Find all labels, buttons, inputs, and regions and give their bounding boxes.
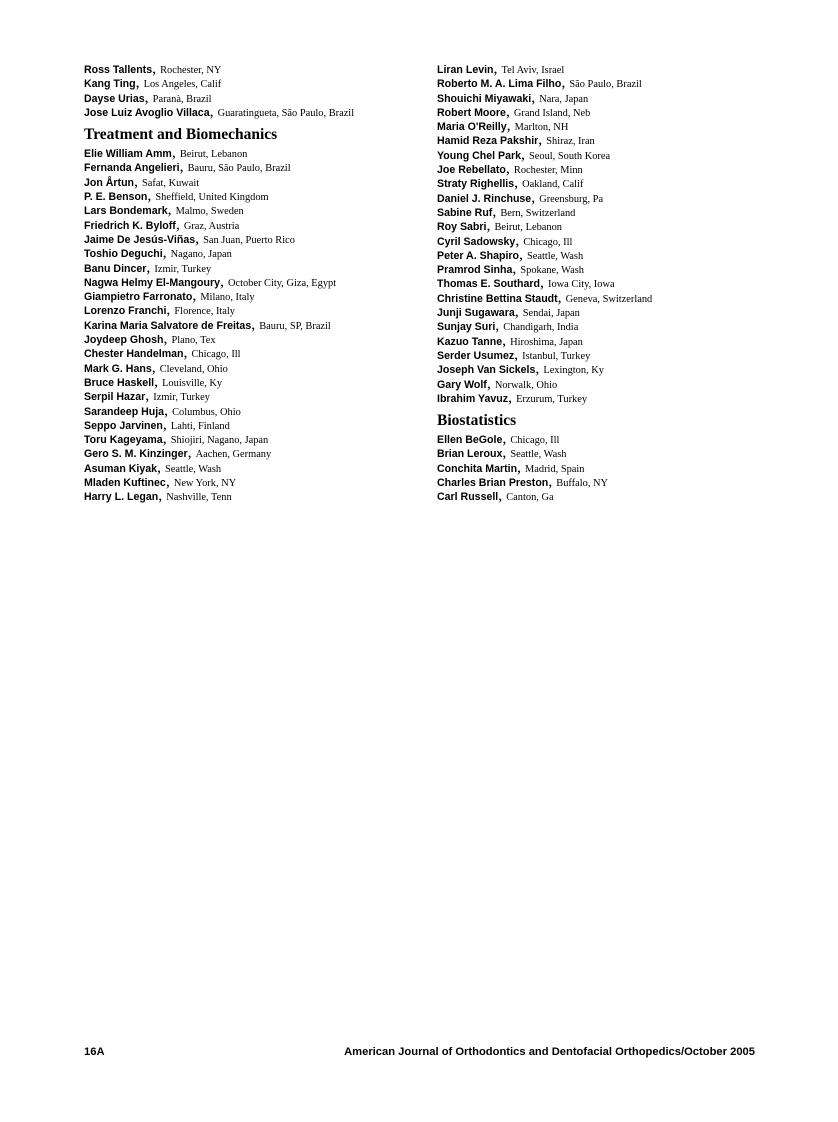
reviewer-location: Seattle, Wash (165, 463, 222, 475)
reviewer-location: Spokane, Wash (520, 265, 584, 277)
reviewer-name: Bruce Haskell (84, 376, 155, 389)
reviewer-name: Ellen BeGole (437, 434, 503, 447)
right-top-entry-list (437, 62, 767, 405)
reviewer-entry: Jon Årtun, Safat, Kuwait (84, 172, 200, 190)
reviewer-location: Shiojiri, Nagano, Japan (170, 435, 269, 447)
reviewer-entry: Shouichi Miyawaki, Nara, Japan (437, 88, 589, 106)
reviewer-location: Seattle, Wash (527, 250, 584, 262)
reviewer-name: Junji Sugawara (437, 307, 515, 320)
reviewer-location: Bauru, São Paulo, Brazil (187, 163, 291, 175)
reviewer-location: Greensburg, Pa (539, 193, 604, 205)
reviewer-location: Shiraz, Iran (546, 136, 595, 148)
reviewer-name: Mladen Kuftinec (84, 477, 166, 490)
reviewer-entry: Conchita Martin, Madrid, Spain (437, 458, 585, 476)
reviewer-entry: Harry L. Legan, Nashville, Tenn (84, 487, 232, 505)
reviewer-name: Kazuo Tanne (437, 335, 503, 348)
reviewer-entry: Friedrich K. Byloff, Graz, Austria (84, 215, 240, 233)
reviewer-location: Norwalk, Ohio (494, 379, 558, 391)
reviewer-name: Kang Ting (84, 78, 136, 91)
reviewer-name: Sarandeep Huja (84, 405, 165, 418)
reviewer-name: Joseph Van Sickels (437, 364, 536, 377)
reviewer-entry: Ibrahim Yavuz, Erzurum, Turkey (437, 388, 588, 406)
reviewer-name: Joe Rebellato (437, 164, 506, 177)
reviewer-location: Los Angeles, Calif (143, 79, 222, 91)
reviewer-name: Harry L. Legan (84, 491, 159, 504)
reviewer-name: Daniel J. Rinchuse (437, 192, 532, 205)
reviewer-entry: Young Chel Park, Seoul, South Korea (437, 145, 611, 163)
reviewer-name: Carl Russell (437, 491, 499, 504)
reviewer-entry: Christine Bettina Staudt, Geneva, Switzerland (437, 288, 653, 306)
left-column (84, 62, 414, 504)
reviewer-name: P. E. Benson (84, 191, 148, 204)
reviewer-name: Brian Leroux (437, 448, 503, 461)
reviewer-entry: Straty Righellis, Oakland, Calif (437, 174, 584, 192)
reviewer-location: Chandigarh, India (503, 322, 579, 334)
reviewer-location: Bauru, SP, Brazil (259, 320, 331, 332)
reviewer-name: Lorenzo Franchi (84, 305, 167, 318)
reviewer-entry: Asuman Kiyak, Seattle, Wash (84, 458, 222, 476)
reviewer-location: Florence, Italy (174, 306, 235, 318)
reviewer-name: Mark G. Hans (84, 362, 152, 375)
reviewer-entry: Sunjay Suri, Chandigarh, India (437, 317, 579, 335)
reviewer-location: Lexington, Ky (543, 365, 604, 377)
reviewer-location: Izmir, Turkey (153, 392, 210, 404)
reviewer-entry: Liran Levin, Tel Aviv, Israel (437, 60, 565, 77)
reviewer-name: Toshio Deguchi (84, 248, 163, 261)
reviewer-entry: Bruce Haskell, Louisville, Ky (84, 372, 223, 390)
section-heading-treatment: Treatment and Biomechanics (84, 126, 278, 144)
reviewer-entry: Serder Usumez, Istanbul, Turkey (437, 345, 591, 363)
reviewer-name: Seppo Jarvinen (84, 419, 163, 432)
left-top-entry-list (84, 62, 414, 119)
reviewer-entry: Brian Leroux, Seattle, Wash (437, 444, 567, 462)
reviewer-name: Fernanda Angelieri (84, 162, 180, 175)
reviewer-entry: Ross Tallents, Rochester, NY (84, 60, 222, 77)
reviewer-name: Liran Levin (437, 64, 494, 76)
reviewer-location: São Paulo, Brazil (569, 79, 642, 91)
reviewer-entry: Mladen Kuftinec, New York, NY (84, 473, 237, 491)
reviewer-entry: Toru Kageyama, Shiojiri, Nagano, Japan (84, 430, 269, 448)
reviewer-name: Serder Usumez (437, 349, 515, 362)
reviewer-name: Roy Sabri (437, 221, 487, 234)
reviewer-name: Ibrahim Yavuz (437, 392, 509, 405)
reviewer-name: Roberto M. A. Lima Filho (437, 78, 562, 91)
reviewer-name: Toru Kageyama (84, 434, 163, 447)
reviewer-location: Nara, Japan (539, 93, 589, 105)
reviewer-location: Lahti, Finland (170, 420, 230, 432)
reviewer-location: Buffalo, NY (556, 478, 609, 490)
reviewer-entry: Charles Brian Preston, Buffalo, NY (437, 473, 609, 491)
reviewer-name: Shouichi Miyawaki (437, 92, 532, 105)
reviewer-location: Tel Aviv, Israel (501, 65, 565, 76)
reviewer-entry: Gary Wolf, Norwalk, Ohio (437, 374, 558, 392)
reviewer-name: Asuman Kiyak (84, 462, 158, 475)
reviewer-entry: Karina Maria Salvatore de Freitas, Bauru, SP, Brazil (84, 315, 331, 333)
reviewer-location: Columbus, Ohio (172, 406, 241, 418)
reviewer-name: Joydeep Ghosh (84, 334, 164, 347)
reviewer-location: Seattle, Wash (510, 449, 567, 461)
reviewer-location: Graz, Austria (183, 220, 240, 232)
reviewer-name: Thomas E. Southard (437, 278, 541, 291)
reviewer-name: Maria O'Reilly (437, 121, 507, 134)
reviewer-entry: Carl Russell, Canton, Ga (437, 487, 554, 505)
reviewer-entry: Ellen BeGole, Chicago, Ill (437, 430, 560, 448)
reviewer-location: Cleveland, Ohio (159, 363, 228, 375)
reviewer-location: Malmo, Sweden (175, 206, 244, 218)
reviewer-name: Lars Bondemark (84, 205, 168, 218)
reviewer-entry: Gero S. M. Kinzinger, Aachen, Germany (84, 444, 272, 462)
reviewer-location: Chicago, Ill (191, 349, 241, 361)
reviewer-entry: Elie William Amm, Beirut, Lebanon (84, 144, 248, 162)
reviewer-name: Gary Wolf (437, 378, 487, 391)
reviewer-name: Young Chel Park (437, 149, 521, 162)
reviewer-location: Grand Island, Neb (513, 107, 591, 119)
reviewer-entry: Dayse Urias, Paranà, Brazil (84, 88, 212, 106)
section-heading-biostatistics: Biostatistics (437, 412, 517, 430)
reviewer-name: Jaime De Jesús-Viñas (84, 233, 196, 246)
reviewer-location: New York, NY (173, 478, 237, 490)
reviewer-entry: Sarandeep Huja, Columbus, Ohio (84, 401, 241, 419)
right-section-entry-list (437, 432, 767, 503)
reviewer-name: Jon Årtun (84, 176, 135, 189)
reviewer-name: Sabine Ruf (437, 206, 493, 219)
reviewer-location: Chicago, Ill (510, 435, 560, 447)
reviewer-location: Seoul, South Korea (528, 150, 611, 162)
reviewer-name: Banu Dincer (84, 262, 147, 275)
reviewer-entry: Lars Bondemark, Malmo, Sweden (84, 201, 244, 219)
reviewer-entry: P. E. Benson, Sheffield, United Kingdom (84, 187, 269, 205)
reviewer-entry: Serpil Hazar, Izmir, Turkey (84, 387, 210, 405)
reviewer-location: Safat, Kuwait (142, 177, 200, 189)
reviewer-entry: Toshio Deguchi, Nagano, Japan (84, 244, 232, 262)
reviewer-name: Elie William Amm (84, 148, 172, 161)
reviewer-name: Giampietro Farronato (84, 291, 193, 304)
reviewer-location: Sheffield, United Kingdom (155, 192, 269, 204)
reviewer-entry: Kazuo Tanne, Hiroshima, Japan (437, 331, 583, 349)
reviewer-entry: Joydeep Ghosh, Plano, Tex (84, 330, 216, 348)
reviewer-name: Chester Handelman (84, 348, 184, 361)
reviewer-location: Oakland, Calif (522, 179, 584, 191)
reviewer-entry: Peter A. Shapiro, Seattle, Wash (437, 245, 584, 263)
reviewer-name: Hamid Reza Pakshir (437, 135, 539, 148)
reviewer-location: Canton, Ga (506, 492, 554, 504)
reviewer-location: Beirut, Lebanon (179, 149, 248, 161)
reviewer-entry: Robert Moore, Grand Island, Neb (437, 102, 591, 120)
reviewer-name: Nagwa Helmy El-Mangoury (84, 276, 220, 289)
reviewer-entry: Banu Dincer, Izmir, Turkey (84, 258, 212, 276)
reviewer-location: Chicago, Ill (523, 236, 573, 248)
reviewer-location: Bern, Switzerland (500, 207, 576, 219)
reviewer-entry: Junji Sugawara, Sendai, Japan (437, 303, 580, 321)
reviewer-location: Rochester, Minn (513, 165, 583, 177)
reviewer-location: Istanbul, Turkey (522, 350, 591, 362)
reviewer-location: Erzurum, Turkey (516, 393, 588, 405)
reviewer-name: Serpil Hazar (84, 391, 146, 404)
reviewer-entry: Nagwa Helmy El-Mangoury, October City, Giza, Egypt (84, 272, 337, 290)
reviewer-location: Hiroshima, Japan (510, 336, 583, 348)
reviewer-name: Robert Moore (437, 106, 506, 119)
reviewer-name: Cyril Sadowsky (437, 235, 516, 248)
journal-footer: American Journal of Orthodontics and Dentofacial Orthopedics/October 2005 (344, 1046, 755, 1058)
reviewer-location: Paranà, Brazil (152, 93, 212, 105)
reviewer-entry: Jaime De Jesús-Viñas, San Juan, Puerto Rico (84, 229, 295, 247)
reviewer-location: Plano, Tex (171, 335, 216, 347)
reviewer-location: San Juan, Puerto Rico (203, 234, 295, 246)
reviewer-location: Nagano, Japan (170, 249, 232, 261)
reviewer-entry: Mark G. Hans, Cleveland, Ohio (84, 358, 228, 376)
reviewer-entry: Thomas E. Southard, Iowa City, Iowa (437, 274, 615, 292)
reviewer-location: October City, Giza, Egypt (227, 277, 337, 289)
reviewer-location: Nashville, Tenn (166, 492, 232, 504)
reviewer-name: Straty Righellis (437, 178, 515, 191)
reviewer-location: Iowa City, Iowa (548, 279, 615, 291)
reviewer-name: Christine Bettina Staudt (437, 292, 558, 305)
reviewer-name: Ross Tallents (84, 64, 153, 76)
reviewer-location: Milano, Italy (200, 292, 255, 304)
reviewer-name: Conchita Martin (437, 462, 518, 475)
reviewer-name: Friedrich K. Byloff (84, 219, 176, 232)
reviewer-location: Aachen, Germany (195, 449, 272, 461)
reviewer-location: Rochester, NY (160, 65, 222, 76)
reviewer-name: Peter A. Shapiro (437, 249, 520, 262)
reviewer-entry: Kang Ting, Los Angeles, Calif (84, 74, 222, 92)
reviewer-name: Karina Maria Salvatore de Freitas (84, 319, 252, 332)
reviewer-entry: Daniel J. Rinchuse, Greensburg, Pa (437, 188, 604, 206)
reviewer-entry: Joseph Van Sickels, Lexington, Ky (437, 360, 604, 378)
reviewer-entry: Roy Sabri, Beirut, Lebanon (437, 217, 562, 235)
reviewer-name: Dayse Urias (84, 92, 145, 105)
reviewer-entry: Sabine Ruf, Bern, Switzerland (437, 202, 576, 220)
reviewer-location: Geneva, Switzerland (565, 293, 653, 305)
reviewer-entry: Seppo Jarvinen, Lahti, Finland (84, 415, 230, 433)
reviewer-name: Charles Brian Preston (437, 477, 549, 490)
reviewer-entry: Cyril Sadowsky, Chicago, Ill (437, 231, 573, 249)
reviewer-entry: Hamid Reza Pakshir, Shiraz, Iran (437, 131, 595, 149)
reviewer-entry: Joe Rebellato, Rochester, Minn (437, 160, 583, 178)
reviewer-name: Pramrod Sinha (437, 264, 513, 277)
right-column (437, 62, 767, 504)
reviewer-entry: Chester Handelman, Chicago, Ill (84, 344, 241, 362)
reviewer-location: Sendai, Japan (522, 308, 580, 320)
reviewer-entry: Fernanda Angelieri, Bauru, São Paulo, Brazil (84, 158, 291, 176)
reviewer-entry: Jose Luiz Avoglio Villaca, Guaratingueta, São Paulo, Brazil (84, 102, 355, 120)
reviewer-name: Gero S. M. Kinzinger (84, 448, 188, 461)
reviewer-location: Izmir, Turkey (154, 263, 212, 275)
reviewer-entry: Giampietro Farronato, Milano, Italy (84, 287, 255, 305)
reviewer-location: Louisville, Ky (162, 377, 223, 389)
reviewer-name: Sunjay Suri (437, 321, 496, 334)
reviewer-name: Jose Luiz Avoglio Villaca (84, 106, 210, 119)
reviewer-location: Madrid, Spain (525, 463, 585, 475)
page-number: 16A (84, 1046, 105, 1058)
left-section-entry-list (84, 146, 414, 503)
reviewer-location: Guaratingueta, São Paulo, Brazil (217, 107, 355, 119)
reviewer-entry: Pramrod Sinha, Spokane, Wash (437, 260, 584, 278)
reviewer-entry: Maria O'Reilly, Marlton, NH (437, 117, 569, 135)
reviewer-entry: Roberto M. A. Lima Filho, São Paulo, Brazil (437, 74, 642, 92)
reviewer-location: Marlton, NH (514, 122, 569, 134)
reviewer-entry: Lorenzo Franchi, Florence, Italy (84, 301, 235, 319)
reviewer-location: Beirut, Lebanon (494, 222, 562, 234)
